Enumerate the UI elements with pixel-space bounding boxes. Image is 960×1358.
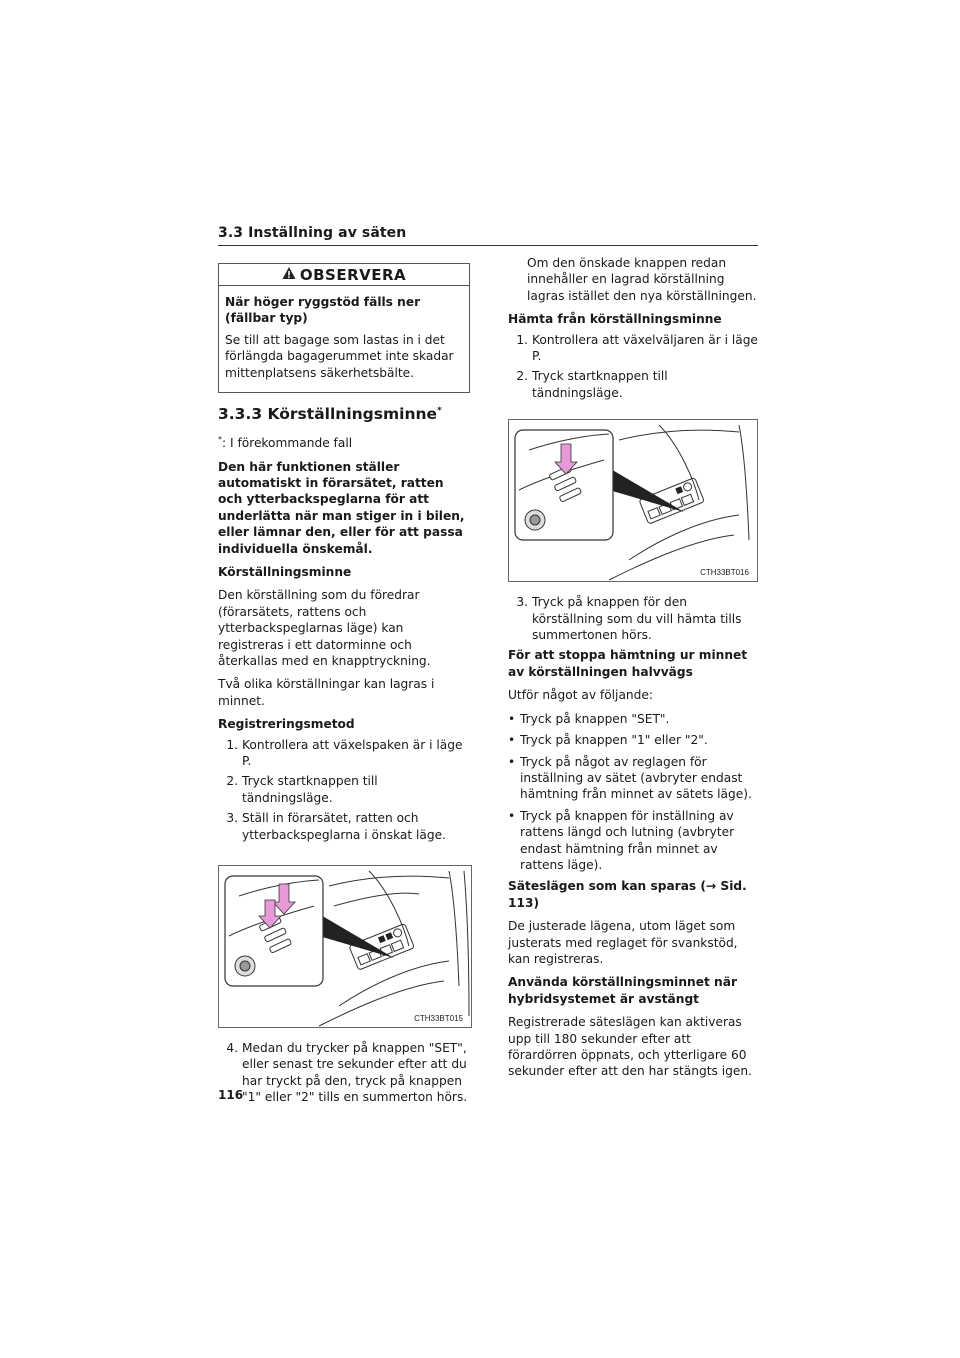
paragraph-do-one: Utför något av följande: <box>508 688 653 703</box>
paragraph-two-positions: Två olika körställningar kan lagras i minnet. <box>218 677 435 708</box>
footnote-text: : I förekommande fall <box>222 436 353 451</box>
paragraph-adjusted: De justerade lägena, utom läget som justerats med reglaget för svankstöd, kan registreras. <box>508 919 738 966</box>
header-rule <box>218 245 758 246</box>
paragraph-overwrite: Om den önskade knappen redan innehåller en lagrad körställning lagras istället den nya körställningen. <box>527 256 757 303</box>
list-item <box>218 737 470 770</box>
subheading-hybrid-off: Använda körställningsminnet när hybridsystemet är avstängt <box>508 975 737 1006</box>
subheading-registration: Registreringsmetod <box>218 717 355 732</box>
bullet-text: Tryck på knappen "SET". <box>520 711 670 726</box>
footnote-asterisk: * <box>218 435 222 445</box>
subheading-seat-positions: Säteslägen som kan sparas (→ Sid. 113) <box>508 879 747 910</box>
step-number: 4. <box>226 1041 238 1056</box>
step-text: Tryck på knappen för den körställning som du vill hämta tills summertonen hörs. <box>532 595 742 643</box>
paragraph-memory: Den körställning som du föredrar (förarsätets, rattens och ytterbackspeglarnas läge) kan registreras i ett datorminne och återkallas med en knapptryckning. <box>218 588 431 668</box>
list-item <box>218 773 470 806</box>
figure-code: CTH33BT015 <box>414 1014 463 1024</box>
subheading-recall: Hämta från körställningsminne <box>508 312 722 327</box>
bullet-text: Tryck på något av reglagen för inställning av sätet (avbryter endast hämtning från minnet av sätets läge). <box>520 754 752 802</box>
list-item <box>508 332 760 365</box>
list-item <box>218 810 470 843</box>
warning-body <box>219 294 469 381</box>
warning-subtitle: När höger ryggstöd fälls ner (fällbar typ) <box>225 295 421 326</box>
figure-code: CTH33BT016 <box>700 568 749 578</box>
paragraph-activation: Registrerade säteslägen kan aktiveras upp till 180 sekunder efter att förardörren öppnats, och ytterligare 60 sekunder efter att den har stängts igen. <box>508 1015 752 1079</box>
intro-paragraph: Den här funktionen ställer automatiskt in förarsätet, ratten och ytterbackspeglarna för att underlätta när man stiger in i bilen, eller lämnar den, eller för att passa individuella önskemål. <box>218 459 465 556</box>
step-number: 2. <box>226 774 238 789</box>
section-heading <box>218 405 470 423</box>
step-text: Medan du trycker på knappen "SET", eller senast tre sekunder efter att du har tryckt på den, tryck på knappen "1" eller "2" tills en summerton hörs. <box>242 1041 468 1105</box>
right-column <box>508 255 760 1087</box>
heading-title: 3.3.3 Körställningsminne <box>218 405 438 424</box>
figure-recall-buttons <box>508 419 758 582</box>
section-header: 3.3 Inställning av säten <box>218 225 407 241</box>
footnote <box>218 432 470 451</box>
bullet-icon: • <box>508 711 516 726</box>
step-number: 2. <box>516 369 528 384</box>
bullet-text: Tryck på knappen "1" eller "2". <box>520 733 708 748</box>
bullet-text: Tryck på knappen för inställning av rattens längd och lutning (avbryter endast hämtning från minnet av rattens läge). <box>520 808 735 872</box>
subheading-memory: Körställningsminne <box>218 564 352 579</box>
bullet-icon: • <box>508 808 516 823</box>
list-item <box>508 808 760 874</box>
step-number: 3. <box>516 595 528 610</box>
bullet-icon: • <box>508 754 516 769</box>
warning-box <box>218 263 470 393</box>
list-item <box>508 754 760 803</box>
heading-asterisk: * <box>437 405 442 416</box>
step-text: Tryck startknappen till tändningsläge. <box>532 369 668 400</box>
step-number: 3. <box>226 811 238 826</box>
warning-header <box>219 264 469 286</box>
step-text: Ställ in förarsätet, ratten och ytterbackspeglarna i önskat läge. <box>242 811 446 842</box>
bullet-icon: • <box>508 733 516 748</box>
list-item <box>508 732 760 748</box>
door-panel-illustration <box>509 420 757 581</box>
page-number: 116 <box>218 1088 244 1102</box>
step-number: 1. <box>226 737 238 752</box>
step-text: Kontrollera att växelspaken är i läge P. <box>242 737 463 768</box>
list-item <box>508 368 760 401</box>
list-item <box>508 711 760 727</box>
step-text: Tryck startknappen till tändningsläge. <box>242 774 378 805</box>
subheading-stop: För att stoppa hämtning ur minnet av körställningen halvvägs <box>508 648 748 679</box>
step-text: Kontrollera att växelväljaren är i läge P. <box>532 332 758 364</box>
list-item <box>218 1040 470 1106</box>
figure-register-buttons <box>218 865 472 1028</box>
list-item <box>508 594 760 643</box>
warning-title: OBSERVERA <box>299 265 407 284</box>
door-panel-illustration <box>219 866 471 1027</box>
warning-text: Se till att bagage som lastas in i det förlängda bagagerummet inte skadar mittenplatsens säkerhetsbälte. <box>225 332 454 380</box>
step-number: 1. <box>516 332 528 347</box>
warning-icon <box>282 265 296 284</box>
left-column <box>218 263 470 1110</box>
